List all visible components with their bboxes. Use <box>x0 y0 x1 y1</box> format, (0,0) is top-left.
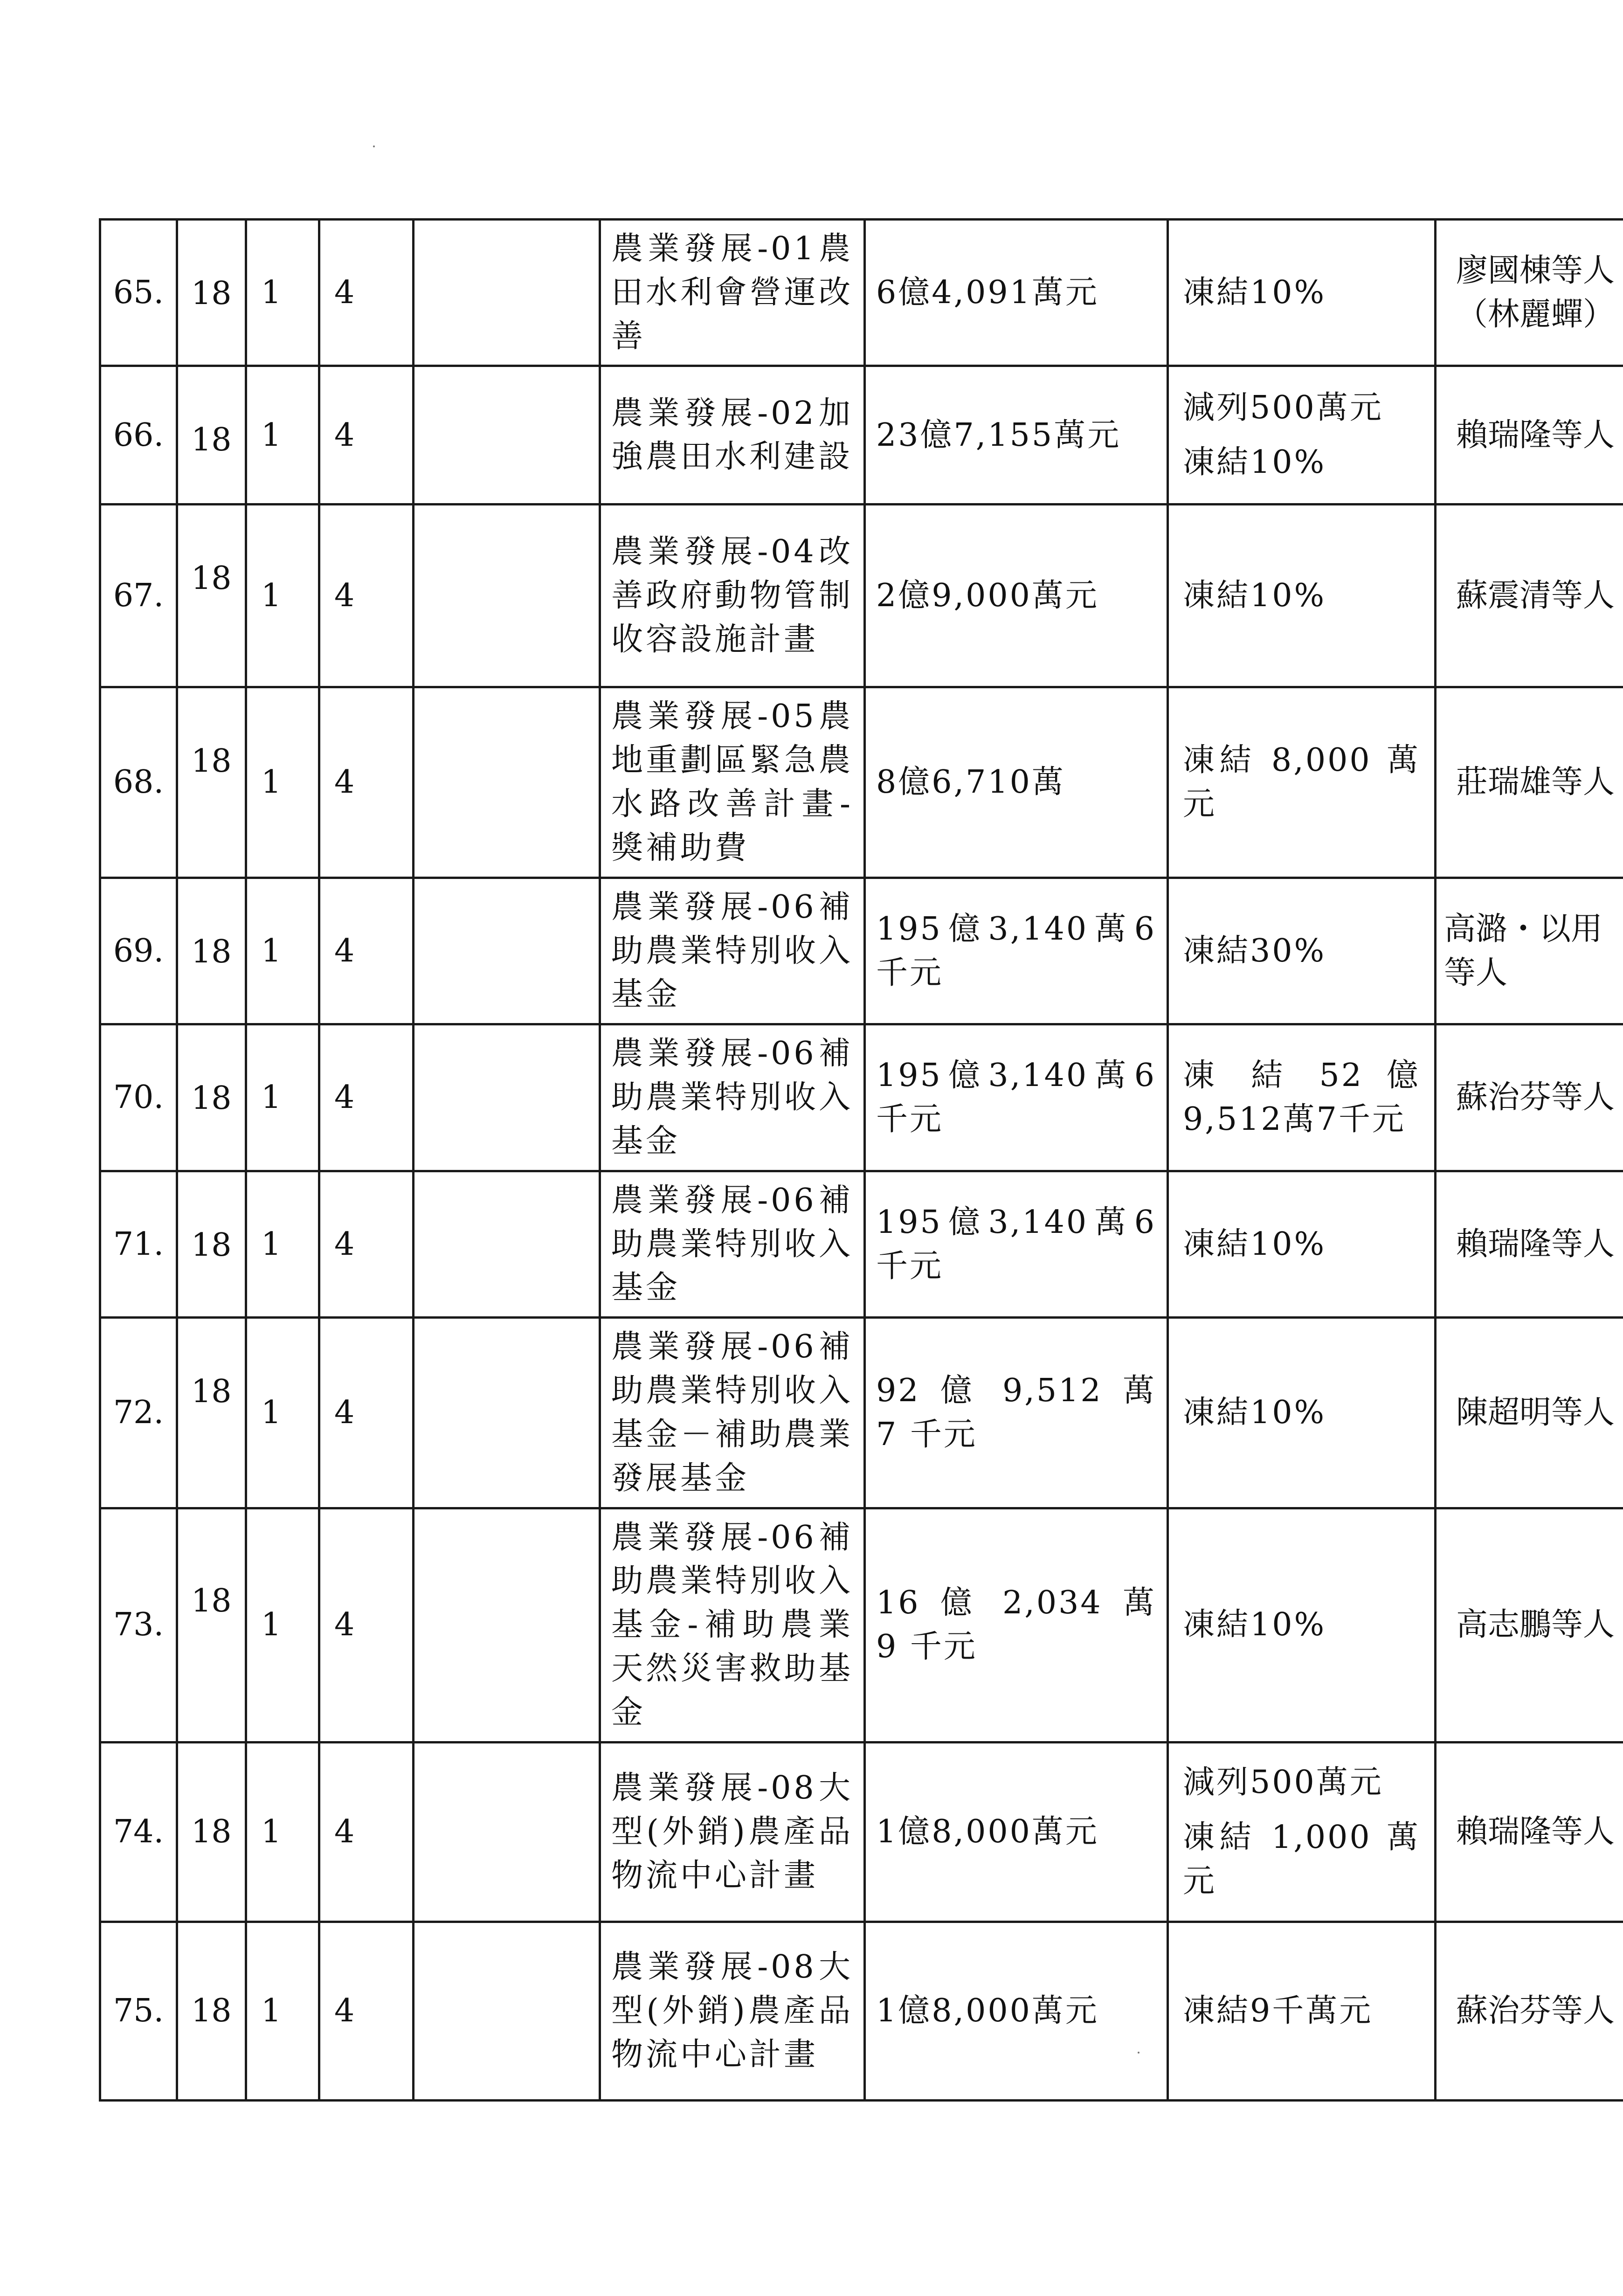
code-cell: 4 <box>319 878 414 1024</box>
code-cell: 18 <box>177 220 246 366</box>
action-cell <box>1168 687 1436 878</box>
item-cell: 農業發展-08大型(外銷)農產品物流中心計畫 <box>600 1922 865 2100</box>
item-cell: 農業發展-06補助農業特別收入基金 <box>600 1024 865 1171</box>
row-number: 75. <box>100 1922 177 2100</box>
row-number: 68. <box>100 687 177 878</box>
code-cell: 4 <box>319 505 414 687</box>
action-cell <box>1168 1171 1436 1317</box>
table-row <box>100 1318 1623 1508</box>
table-row <box>100 687 1623 878</box>
table-row <box>100 220 1623 366</box>
motions-table <box>99 218 1623 2102</box>
action-cell <box>1168 1922 1436 2100</box>
action-line: 凍結10% <box>1183 1606 1326 1644</box>
table-row <box>100 1922 1623 2100</box>
proposers-cell: 賴瑞隆等人 <box>1436 1742 1623 1922</box>
code-cell: 4 <box>319 366 414 505</box>
action-cell <box>1168 1024 1436 1171</box>
code-cell: 1 <box>246 1742 319 1922</box>
action-line: 凍結 8,000 萬元 <box>1183 742 1420 823</box>
amount-cell: 195億3,140萬6千元 <box>865 1171 1168 1317</box>
amount-cell: 1億8,000萬元 <box>865 1742 1168 1922</box>
empty-cell <box>414 505 600 687</box>
table-row <box>100 366 1623 505</box>
row-number: 70. <box>100 1024 177 1171</box>
code-cell: 1 <box>246 1024 319 1171</box>
action-line: 減列500萬元 <box>1183 389 1383 426</box>
code-cell: 18 <box>177 505 246 687</box>
code-cell: 1 <box>246 220 319 366</box>
empty-cell <box>414 1742 600 1922</box>
empty-cell <box>414 1318 600 1508</box>
amount-cell: 23億7,155萬元 <box>865 366 1168 505</box>
amount-cell: 195億3,140萬6千元 <box>865 878 1168 1024</box>
code-cell: 18 <box>177 878 246 1024</box>
amount-cell: 92 億 9,512 萬 7 千元 <box>865 1318 1168 1508</box>
code-cell: 1 <box>246 1171 319 1317</box>
code-cell: 4 <box>319 220 414 366</box>
code-cell: 18 <box>177 687 246 878</box>
action-cell <box>1168 878 1436 1024</box>
amount-cell: 195億3,140萬6千元 <box>865 1024 1168 1171</box>
row-number: 66. <box>100 366 177 505</box>
action-line: 凍結30% <box>1183 932 1326 969</box>
row-number: 65. <box>100 220 177 366</box>
proposers-cell: 莊瑞雄等人 <box>1436 687 1623 878</box>
code-cell: 4 <box>319 1922 414 2100</box>
empty-cell <box>414 687 600 878</box>
action-line: 減列500萬元 <box>1183 1763 1383 1801</box>
action-cell <box>1168 1508 1436 1742</box>
action-line: 凍結10% <box>1183 577 1326 615</box>
action-line: 凍 結 52 億 9,512萬7千元 <box>1183 1057 1420 1138</box>
table-row <box>100 505 1623 687</box>
item-cell: 農業發展-06補助農業特別收入基金-補助農業天然災害救助基金 <box>600 1508 865 1742</box>
row-number: 67. <box>100 505 177 687</box>
action-line: 凍結10% <box>1183 1225 1326 1263</box>
amount-cell: 6億4,091萬元 <box>865 220 1168 366</box>
table-row <box>100 1024 1623 1171</box>
empty-cell <box>414 1922 600 2100</box>
code-cell: 1 <box>246 687 319 878</box>
action-line: 凍結9千萬元 <box>1183 1992 1373 2029</box>
empty-cell <box>414 1508 600 1742</box>
item-cell: 農業發展-06補助農業特別收入基金－補助農業發展基金 <box>600 1318 865 1508</box>
table-body <box>100 220 1623 2101</box>
code-cell: 1 <box>246 1318 319 1508</box>
proposers-cell: 蘇治芬等人 <box>1436 1922 1623 2100</box>
action-cell <box>1168 1742 1436 1922</box>
code-cell: 18 <box>177 1318 246 1508</box>
code-cell: 18 <box>177 1742 246 1922</box>
amount-cell: 16 億 2,034 萬 9 千元 <box>865 1508 1168 1742</box>
amount-cell: 1億8,000萬元 <box>865 1922 1168 2100</box>
empty-cell <box>414 878 600 1024</box>
action-line: 凍結10% <box>1183 1394 1326 1431</box>
item-cell: 農業發展-08大型(外銷)農產品物流中心計畫 <box>600 1742 865 1922</box>
empty-cell <box>414 1171 600 1317</box>
row-number: 74. <box>100 1742 177 1922</box>
proposers-cell: 高潞・以用等人 <box>1436 878 1623 1024</box>
proposers-cell: 陳超明等人 <box>1436 1318 1623 1508</box>
code-cell: 4 <box>319 1171 414 1317</box>
code-cell: 18 <box>177 1024 246 1171</box>
row-number: 72. <box>100 1318 177 1508</box>
amount-cell: 2億9,000萬元 <box>865 505 1168 687</box>
proposers-cell: 賴瑞隆等人 <box>1436 366 1623 505</box>
code-cell: 4 <box>319 1318 414 1508</box>
code-cell: 1 <box>246 366 319 505</box>
empty-cell <box>414 1024 600 1171</box>
action-cell <box>1168 505 1436 687</box>
item-cell: 農業發展-04改善政府動物管制收容設施計畫 <box>600 505 865 687</box>
code-cell: 1 <box>246 1922 319 2100</box>
code-cell: 4 <box>319 1024 414 1171</box>
item-cell: 農業發展-02加強農田水利建設 <box>600 366 865 505</box>
code-cell: 4 <box>319 687 414 878</box>
row-number: 69. <box>100 878 177 1024</box>
code-cell: 18 <box>177 366 246 505</box>
row-number: 73. <box>100 1508 177 1742</box>
empty-cell <box>414 220 600 366</box>
code-cell: 4 <box>319 1508 414 1742</box>
code-cell: 1 <box>246 505 319 687</box>
action-cell <box>1168 366 1436 505</box>
table-row <box>100 1171 1623 1317</box>
proposers-cell: 蘇治芬等人 <box>1436 1024 1623 1171</box>
code-cell: 18 <box>177 1508 246 1742</box>
item-cell: 農業發展-01農田水利會營運改善 <box>600 220 865 366</box>
proposers-cell: 賴瑞隆等人 <box>1436 1171 1623 1317</box>
scan-speck <box>373 145 375 147</box>
code-cell: 18 <box>177 1171 246 1317</box>
action-line: 凍結10% <box>1183 274 1326 311</box>
proposers-cell: 廖國棟等人（林麗蟬） <box>1436 220 1623 366</box>
item-cell: 農業發展-06補助農業特別收入基金 <box>600 878 865 1024</box>
action-line: 凍結10% <box>1183 444 1326 481</box>
table-row <box>100 1508 1623 1742</box>
code-cell: 1 <box>246 878 319 1024</box>
code-cell: 1 <box>246 1508 319 1742</box>
table-row <box>100 1742 1623 1922</box>
table-row <box>100 878 1623 1024</box>
action-line: 凍結 1,000 萬元 <box>1183 1819 1420 1900</box>
empty-cell <box>414 366 600 505</box>
item-cell: 農業發展-06補助農業特別收入基金 <box>600 1171 865 1317</box>
item-cell: 農業發展-05農地重劃區緊急農水路改善計畫-獎補助費 <box>600 687 865 878</box>
code-cell: 4 <box>319 1742 414 1922</box>
action-cell <box>1168 220 1436 366</box>
action-cell <box>1168 1318 1436 1508</box>
proposers-cell: 高志鵬等人 <box>1436 1508 1623 1742</box>
code-cell: 18 <box>177 1922 246 2100</box>
proposers-cell: 蘇震清等人 <box>1436 505 1623 687</box>
amount-cell: 8億6,710萬 <box>865 687 1168 878</box>
row-number: 71. <box>100 1171 177 1317</box>
